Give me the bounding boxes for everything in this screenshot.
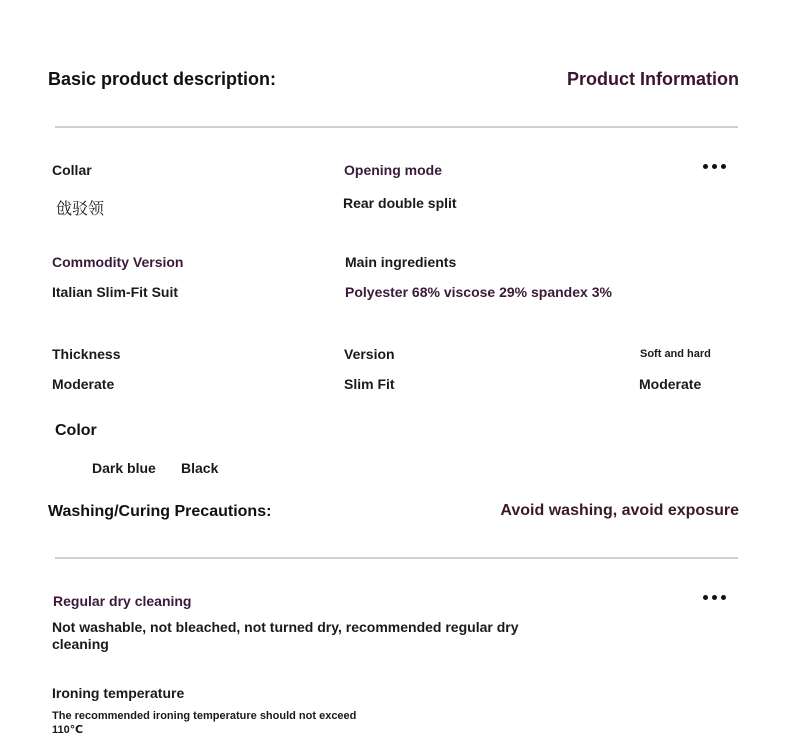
commodity-version-value: Italian Slim-Fit Suit xyxy=(52,284,179,300)
ironing-label: Ironing temperature xyxy=(52,685,185,701)
dry-cleaning-label: Regular dry cleaning xyxy=(53,593,192,609)
main-ingredients-label: Main ingredients xyxy=(345,254,457,270)
divider xyxy=(55,126,738,128)
basic-description-title: Basic product description: xyxy=(48,69,277,89)
more-dots-icon[interactable] xyxy=(703,595,726,600)
color-label: Color xyxy=(55,422,97,439)
opening-mode-label: Opening mode xyxy=(344,162,442,178)
softness-value: Moderate xyxy=(639,376,702,392)
ironing-text: The recommended ironing temperature should not exceed 110℃ xyxy=(52,710,357,736)
collar-value: 戗驳领 xyxy=(56,199,105,218)
softness-label: Soft and hard xyxy=(640,348,711,360)
dry-cleaning-text: Not washable, not bleached, not turned dry, recommended regular dry cleaning xyxy=(52,619,519,652)
divider xyxy=(55,557,738,559)
collar-label: Collar xyxy=(52,162,92,178)
color-option: Dark blue xyxy=(92,460,156,476)
product-information-title: Product Information xyxy=(567,69,739,89)
version-value: Slim Fit xyxy=(344,376,395,392)
thickness-label: Thickness xyxy=(52,346,121,362)
more-dots-icon[interactable] xyxy=(703,164,726,169)
color-option: Black xyxy=(181,460,219,476)
opening-mode-value: Rear double split xyxy=(343,195,457,211)
thickness-value: Moderate xyxy=(52,376,115,392)
care-title: Washing/Curing Precautions: xyxy=(48,503,272,520)
commodity-version-label: Commodity Version xyxy=(52,254,184,270)
main-ingredients-value: Polyester 68% viscose 29% spandex 3% xyxy=(345,284,612,300)
care-summary: Avoid washing, avoid exposure xyxy=(500,502,739,519)
version-label: Version xyxy=(344,346,395,362)
